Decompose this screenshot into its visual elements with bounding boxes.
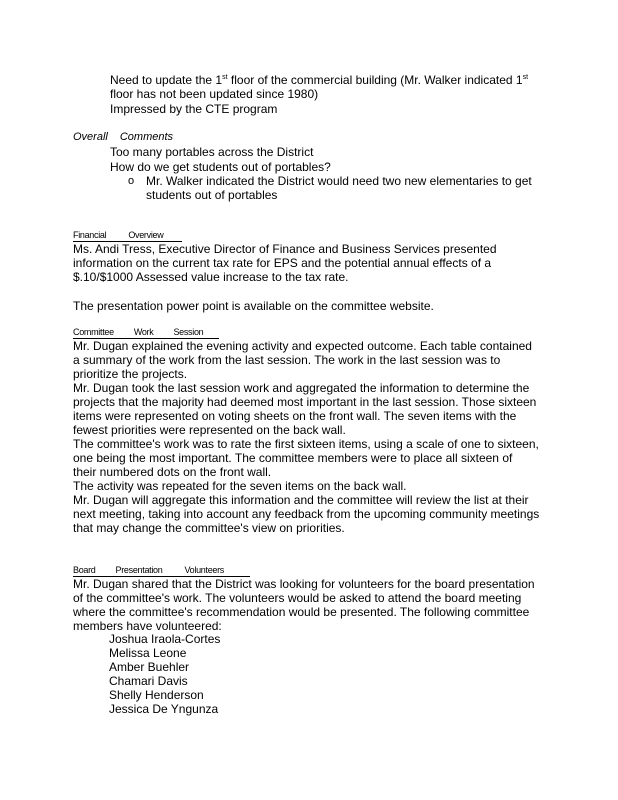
board-presentation-paragraph: Mr. Dugan shared that the District was looking for volunteers for the board presentation of the committee's work. The volunteers would be asked to attend the board meeting where the committee's recommendation would be presented. The following committee members have volunteered: <box>73 577 535 633</box>
committee-work-session-paragraph: Mr. Dugan explained the evening activity and expected outcome. Each table contained a summary of the work from the last session. The work in the last session was to prioritize the projects. Mr. Dugan took the last session work and aggregated the information to determine the projects that the majority had deemed most important in the last session. Those sixteen items were represented on voting sheets on the front wall. The seven items with the fewest priorities were represented on the back wall. The committee's work was to rate the first sixteen items, using a scale of one to sixteen, one being the most important. The committee members were to place all sixteen of their numbered dots on the front wall. The activity was repeated for the seven items on the back wall. Mr. Dugan will aggregate this information and the committee will review the list at their next meeting, taking into account any feedback from the upcoming community meetings that may change the committee's view on priorities. <box>73 339 540 535</box>
volunteer-name: Jessica De Yngunza <box>109 702 219 716</box>
volunteer-name: Melissa Leone <box>109 646 187 660</box>
committee-work-session-heading: Committee Work Session <box>73 327 203 338</box>
bullet-text: Need to update the 1st floor of the commercial building (Mr. Walker indicated 1st <box>110 73 529 87</box>
volunteer-name: Shelly Henderson <box>109 688 204 702</box>
bullet-item <box>90 160 550 174</box>
volunteer-name: Joshua Iraola-Cortes <box>109 632 221 646</box>
sub-bullet-glyph: o <box>128 175 135 187</box>
financial-overview-paragraph: Ms. Andi Tress, Executive Director of Finance and Business Services presented information on the current tax rate for EPS and the potential annual effects of a $.10/$1000 Assessed value increase to the tax rate. <box>73 242 497 284</box>
volunteer-name: Chamari Davis <box>109 674 188 688</box>
bullet-text: Too many portables across the District <box>110 145 314 159</box>
bullet-item <box>90 73 550 101</box>
bullet-item <box>90 102 550 116</box>
board-presentation-volunteers-heading: Board Presentation Volunteers <box>73 565 224 576</box>
bullet-item <box>90 145 550 159</box>
financial-overview-heading: Financial Overview <box>73 230 163 241</box>
sub-bullet-text-continued: students out of portables <box>146 188 278 202</box>
volunteer-name: Amber Buehler <box>109 660 190 674</box>
presentation-note: The presentation power point is available on the committee website. <box>73 299 434 313</box>
volunteer-list <box>109 632 220 716</box>
bullet-text: Impressed by the CTE program <box>110 102 278 116</box>
sub-bullet-text: Mr. Walker indicated the District would need two new elementaries to get <box>146 174 532 188</box>
overall-comments-heading: Overall Comments <box>73 131 174 143</box>
sub-bullet-item <box>128 174 558 202</box>
bullet-text-continued: floor has not been updated since 1980) <box>110 87 319 101</box>
bullet-text: How do we get students out of portables? <box>110 160 331 174</box>
